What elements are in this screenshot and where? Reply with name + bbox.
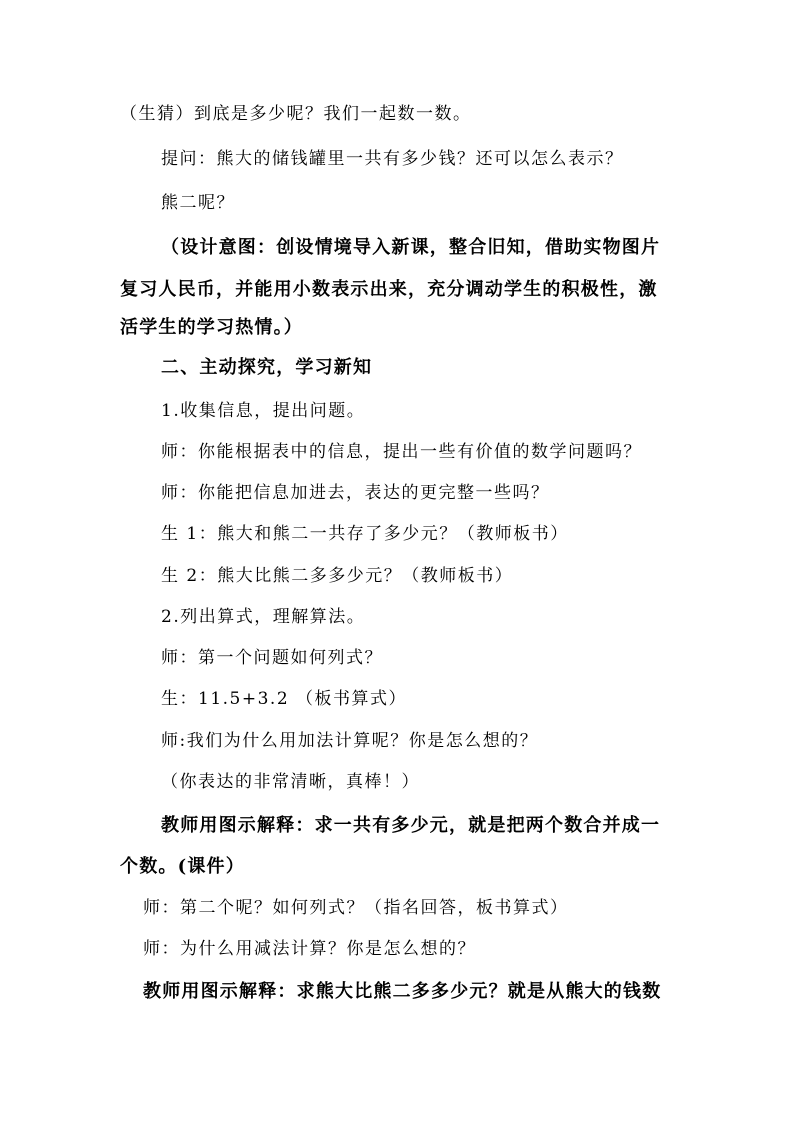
text-line-20: 师：第二个呢？如何列式？（指名回答，板书算式） (143, 898, 569, 918)
text-line-12: 生 2：熊大比熊二多多少元？（教师板书） (161, 566, 514, 586)
section-heading: 二、主动探究，学习新知 (161, 357, 373, 378)
text-line-3: 熊二呢？ (161, 193, 235, 213)
design-intent-line-1: （设计意图：创设情境导入新课，整合旧知，借助实物图片 (161, 237, 661, 258)
text-line-16: 师:我们为什么用加法计算呢？你是怎么想的？ (161, 731, 539, 751)
text-line-1: （生猜）到底是多少呢？我们一起数一数。 (120, 104, 472, 124)
text-line-11: 生 1：熊大和熊二一共存了多少元？（教师板书） (161, 524, 569, 544)
text-line-8: 1.收集信息，提出问题。 (161, 401, 366, 421)
design-intent-line-2: 复习人民币，并能用小数表示出来，充分调动学生的积极性，激 (120, 279, 658, 300)
text-line-21: 师：为什么用减法计算？你是怎么想的？ (143, 939, 476, 959)
text-line-13: 2.列出算式，理解算法。 (161, 607, 366, 627)
text-line-10: 师：你能把信息加进去，表达的更完整一些吗？ (161, 483, 550, 503)
explanation-line-3: 教师用图示解释：求熊大比熊二多多少元？就是从熊大的钱数 (143, 981, 662, 1002)
design-intent-line-3: 活学生的学习热情。） (120, 317, 303, 338)
text-line-2: 提问：熊大的储钱罐里一共有多少钱？还可以怎么表示？ (161, 149, 624, 169)
text-line-9: 师：你能根据表中的信息，提出一些有价值的数学问题吗？ (161, 442, 642, 462)
explanation-line-2: 个数。(课件） (120, 856, 245, 877)
text-line-15: 生：11.5+3.2 （板书算式） (161, 689, 408, 709)
explanation-line-1: 教师用图示解释：求一共有多少元，就是把两个数合并成一 (161, 815, 661, 836)
text-line-14: 师：第一个问题如何列式？ (161, 648, 383, 668)
text-line-17: （你表达的非常清晰，真棒！） (161, 772, 420, 792)
